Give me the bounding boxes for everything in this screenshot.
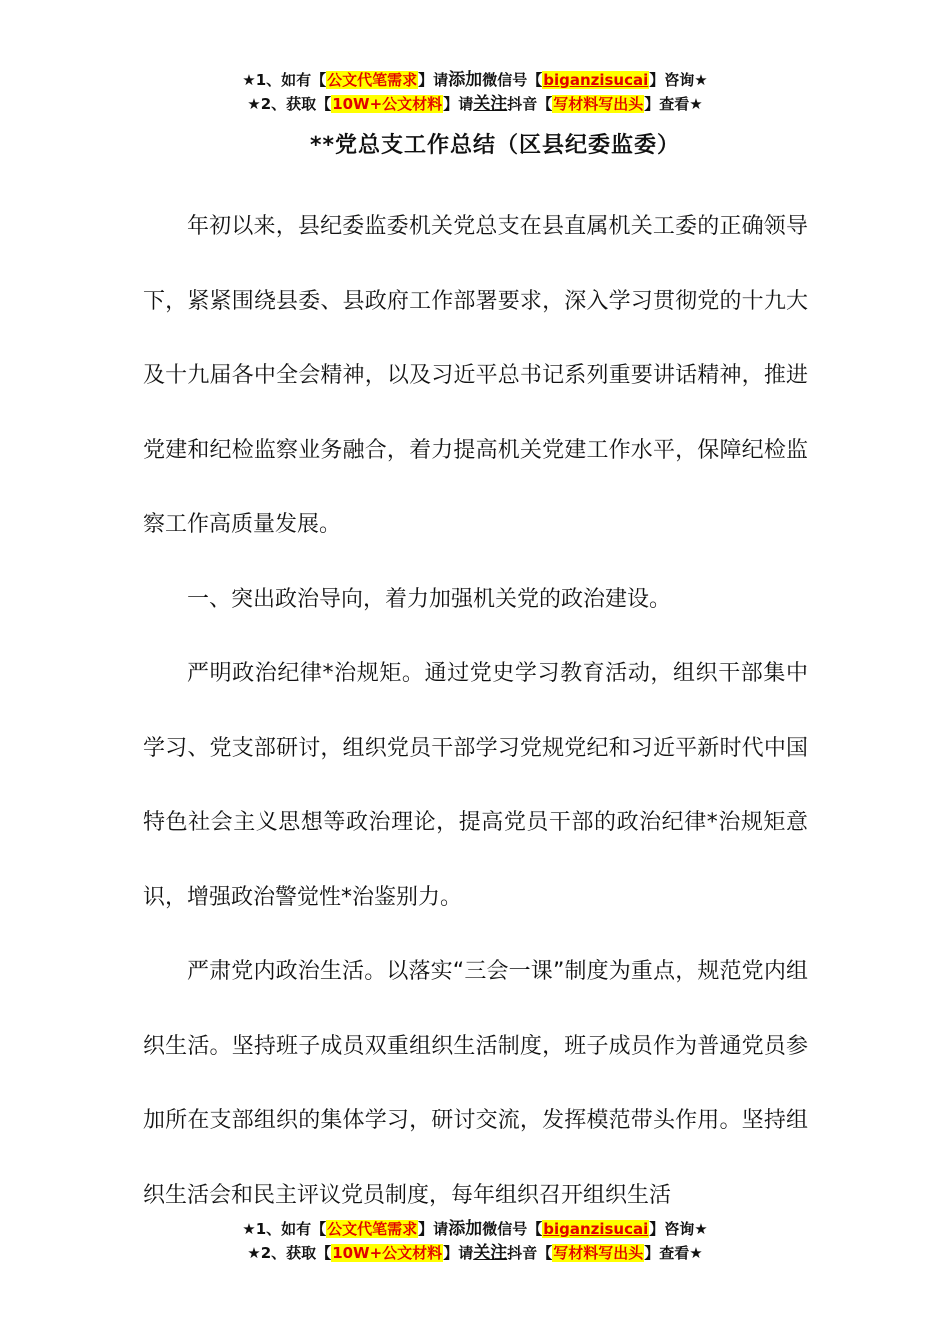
promo-emphasis: 关注 [473, 94, 508, 114]
document-title: **党总支工作总结（区县纪委监委） [309, 133, 680, 158]
promo-text: ★1、如有【 [242, 71, 327, 89]
promo-text: 微信号【 [482, 71, 543, 89]
promo-line-2 [0, 92, 950, 116]
promo-line-1 [0, 68, 950, 92]
highlight-materials: 10W+公文材料 [332, 1244, 443, 1262]
promo-emphasis: 添加 [448, 70, 483, 90]
wechat-id-link[interactable]: biganzisucai [543, 71, 649, 89]
highlight-materials: 10W+公文材料 [332, 95, 443, 113]
promo-text: 】请 [443, 95, 474, 113]
promo-banner-bottom [0, 1217, 950, 1265]
promo-line-2 [0, 1241, 950, 1265]
promo-text: ★1、如有【 [242, 1220, 327, 1238]
promo-text: 】请 [418, 1220, 449, 1238]
paragraph: 年初以来，县纪委监委机关党总支在县直属机关工委的正确领导下，紧紧围绕县委、县政府工作部署要求，深入学习贯彻党的十九大及十九届各中全会精神，以及习近平总书记系列重要讲话精神，推进党建和纪检监察业务融合，着力提高机关党建工作水平，保障纪检监察工作高质量发展。 [143, 214, 808, 537]
paragraph: 严肃党内政治生活。以落实“三会一课”制度为重点，规范党内组织生活。坚持班子成员双重组织生活制度，班子成员作为普通党员参加所在支部组织的集体学习，研讨交流，发挥模范带头作用。坚持组织生活会和民主评议党员制度，每年组织召开组织生活 [143, 959, 808, 1208]
promo-text: 抖音【 [507, 95, 553, 113]
promo-text: 】查看★ [644, 95, 703, 113]
highlight-service: 公文代笔需求 [327, 1220, 418, 1238]
promo-banner-top [0, 68, 950, 116]
promo-emphasis: 添加 [448, 1219, 483, 1239]
document-body [143, 190, 808, 1233]
paragraph: 严明政治纪律*治规矩。通过党史学习教育活动，组织干部集中学习、党支部研讨，组织党员干部学习党规党纪和习近平新时代中国特色社会主义思想等政治理论，提高党员干部的政治纪律*治规矩意识，增强政治警觉性*治鉴别力。 [143, 661, 808, 910]
promo-text: 】请 [443, 1244, 474, 1262]
promo-text: 】查看★ [644, 1244, 703, 1262]
douyin-account: 写材料写出头 [553, 95, 644, 113]
wechat-id-link[interactable]: biganzisucai [543, 1220, 649, 1238]
promo-text: 抖音【 [507, 1244, 553, 1262]
promo-emphasis: 关注 [473, 1243, 508, 1263]
promo-text: 】咨询★ [649, 71, 708, 89]
promo-text: 微信号【 [482, 1220, 543, 1238]
promo-line-1 [0, 1217, 950, 1241]
highlight-service: 公文代笔需求 [327, 71, 418, 89]
promo-text: ★2、获取【 [247, 1244, 332, 1262]
promo-text: 】请 [418, 71, 449, 89]
promo-text: 】咨询★ [649, 1220, 708, 1238]
promo-text: ★2、获取【 [247, 95, 332, 113]
section-heading: 一、突出政治导向，着力加强机关党的政治建设。 [187, 586, 672, 612]
douyin-account: 写材料写出头 [553, 1244, 644, 1262]
